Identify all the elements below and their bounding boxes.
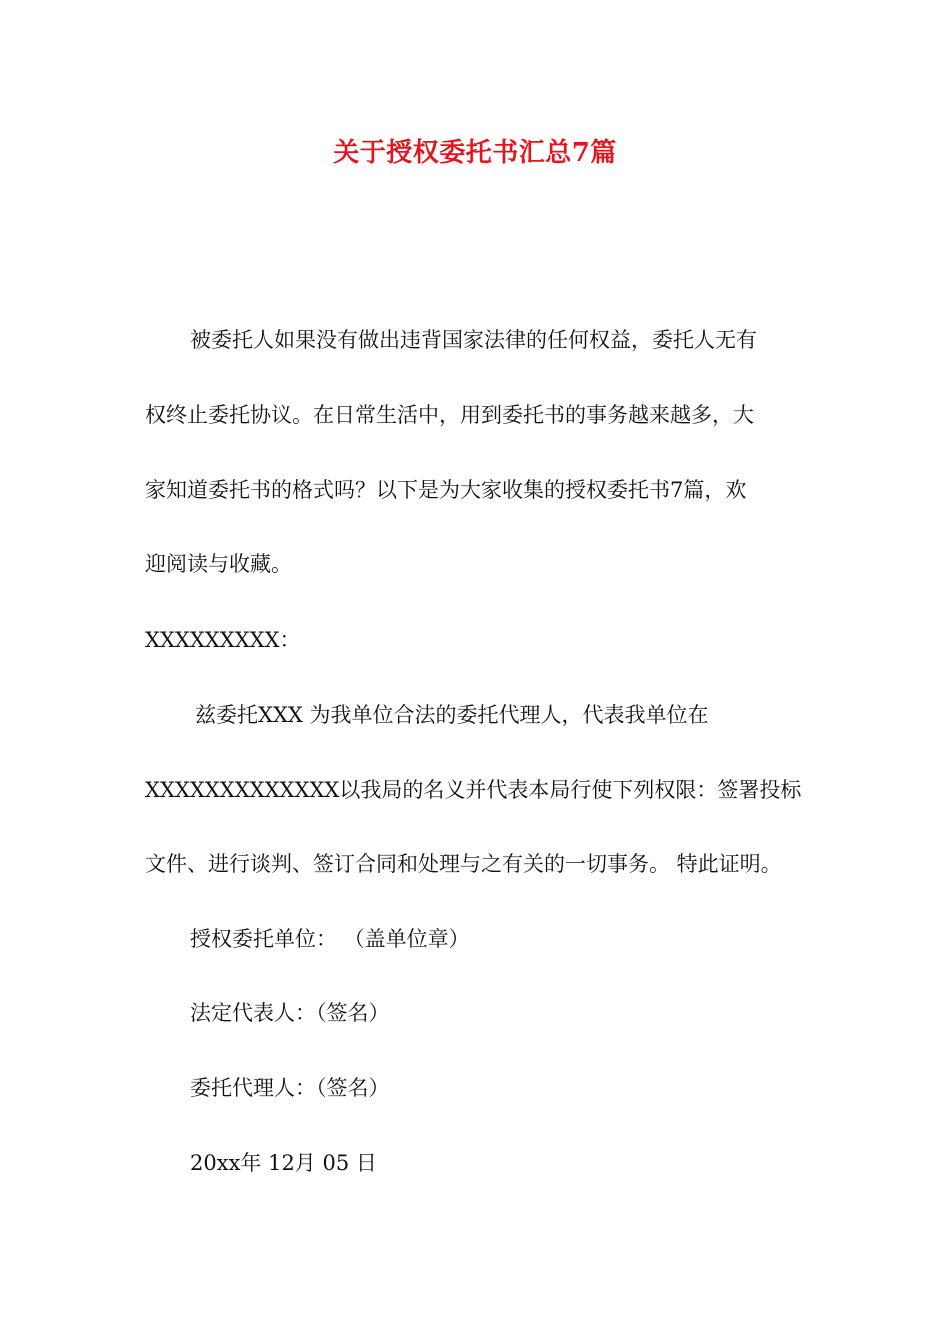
intro-line-2: 权终止委托协议。在日常生活中，用到委托书的事务越来越多，大 — [145, 403, 754, 427]
addressee: XXXXXXXXX： — [145, 628, 301, 652]
body-line-3: 文件、进行谈判、签订合同和处理与之有关的一切事务。 特此证明。 — [145, 852, 782, 876]
document-title: 关于授权委托书汇总7篇 — [333, 138, 617, 168]
signature-date: 20xx年 12月 05 日 — [190, 1151, 377, 1175]
intro-line-4: 迎阅读与收藏。 — [145, 552, 292, 576]
body-line-1: 兹委托XXX 为我单位合法的委托代理人，代表我单位在 — [195, 703, 709, 727]
intro-line-1: 被委托人如果没有做出违背国家法律的任何权益，委托人无有 — [190, 328, 757, 352]
body-line-2: XXXXXXXXXXXXX以我局的名义并代表本局行使下列权限：签署投标 — [145, 778, 802, 802]
signature-agent: 委托代理人：（签名） — [190, 1076, 390, 1100]
signature-unit: 授权委托单位： （盖单位章） — [190, 927, 470, 951]
intro-line-3: 家知道委托书的格式吗？以下是为大家收集的授权委托书7篇，欢 — [145, 478, 747, 502]
signature-legal-representative: 法定代表人：（签名） — [190, 1001, 390, 1025]
